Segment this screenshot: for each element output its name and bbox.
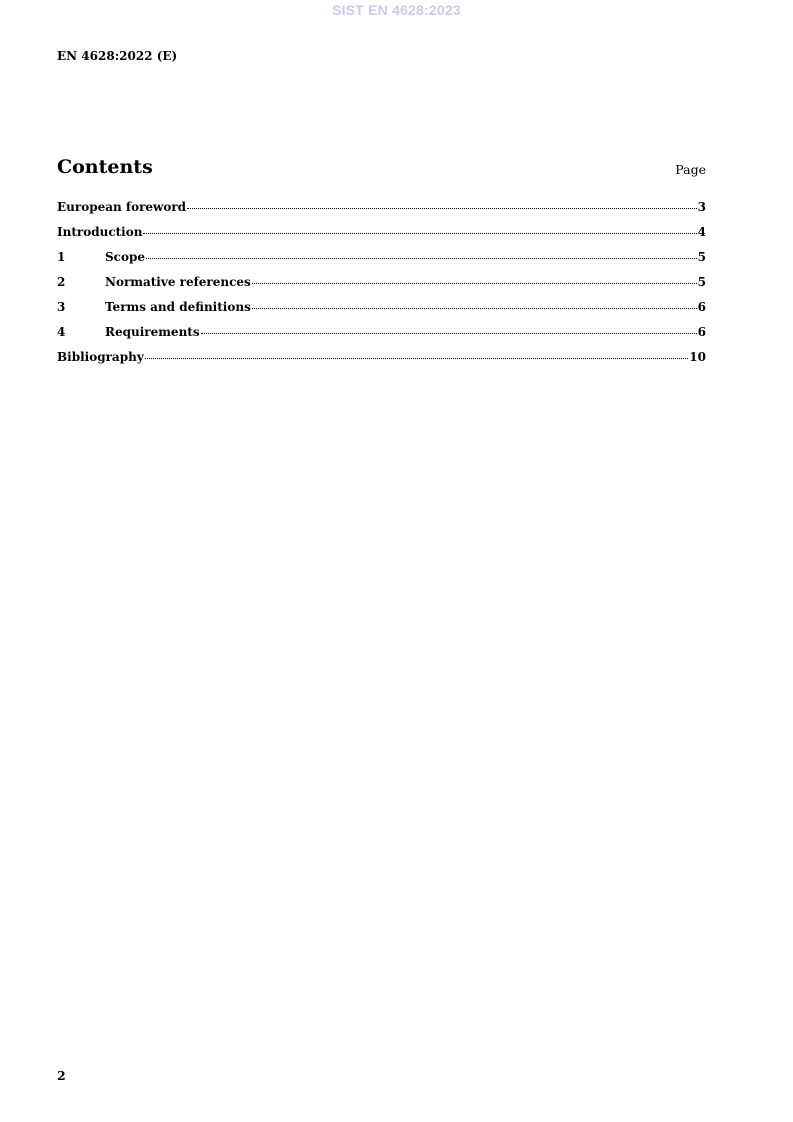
toc-entry-introduction[interactable]: [57, 225, 706, 250]
toc-entry-page: 6: [697, 300, 706, 314]
toc-entry-label: Requirements: [105, 325, 200, 339]
toc-entry-number: 4: [57, 325, 66, 339]
toc-entry-page: 4: [697, 225, 706, 239]
contents-title: Contents: [57, 156, 153, 178]
toc-leader-dots: [145, 358, 689, 359]
toc-leader-dots: [146, 258, 697, 259]
toc-entry-label: Bibliography: [57, 350, 144, 364]
toc-entry-requirements[interactable]: [57, 325, 706, 350]
toc-leader-dots: [143, 233, 696, 234]
toc-entry-label: Scope: [105, 250, 146, 264]
toc-entry-european-foreword[interactable]: [57, 200, 706, 225]
toc-entry-page: 3: [697, 200, 706, 214]
toc-entry-page: 10: [689, 350, 706, 364]
toc-leader-dots: [252, 308, 697, 309]
toc-entry-page: 6: [697, 325, 706, 339]
toc-leader-dots: [252, 283, 697, 284]
table-of-contents: [57, 200, 706, 375]
toc-entry-number: 3: [57, 300, 66, 314]
page-column-heading: Page: [675, 162, 706, 177]
toc-entry-scope[interactable]: [57, 250, 706, 275]
toc-entry-label: European foreword: [57, 200, 187, 214]
toc-entry-number: 1: [57, 250, 66, 264]
toc-leader-dots: [201, 333, 697, 334]
toc-entry-number: 2: [57, 275, 66, 289]
watermark-text: SIST EN 4628:2023: [332, 2, 461, 18]
toc-entry-page: 5: [697, 275, 706, 289]
document-id: EN 4628:2022 (E): [57, 49, 178, 63]
toc-entry-normative-references[interactable]: [57, 275, 706, 300]
toc-entry-bibliography[interactable]: [57, 350, 706, 375]
toc-entry-label: Normative references: [105, 275, 251, 289]
toc-entry-terms-and-definitions[interactable]: [57, 300, 706, 325]
footer-page-number: 2: [57, 1068, 66, 1083]
toc-entry-page: 5: [697, 250, 706, 264]
toc-leader-dots: [187, 208, 697, 209]
toc-entry-label: Introduction: [57, 225, 143, 239]
toc-entry-label: Terms and definitions: [105, 300, 251, 314]
